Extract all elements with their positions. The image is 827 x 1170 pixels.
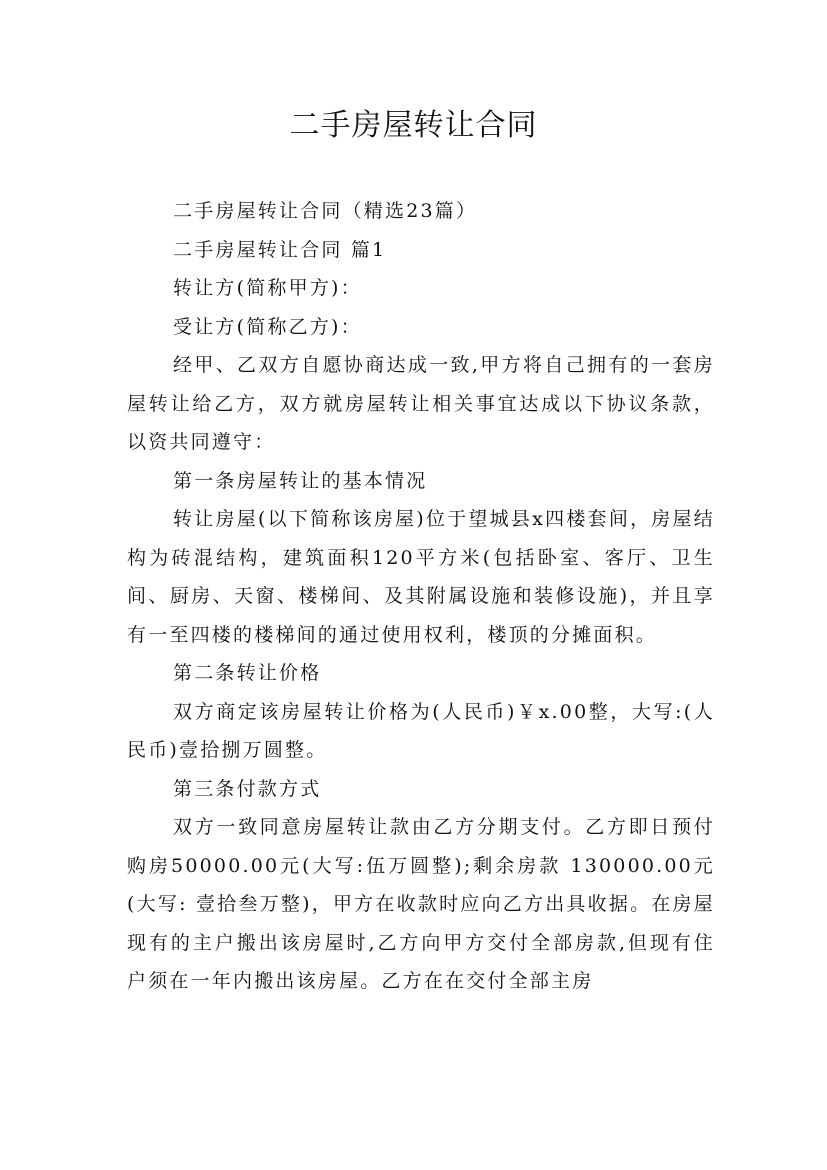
paragraph: 第二条转让价格 (173, 662, 322, 684)
paragraph: 转让方(简称甲方)： (173, 277, 362, 299)
paragraph: 第一条房屋转让的基本情况 (173, 469, 428, 492)
paragraph: 二手房屋转让合同 篇1 (173, 238, 387, 261)
paragraph: 第三条付款方式 (173, 777, 322, 800)
paragraph: 经甲、乙双方自愿协商达成一致,甲方将自己拥有的一套房屋转让给乙方，双方就房屋转让相关事宜达成以下协议条款，以资共同遵守： (127, 354, 715, 453)
paragraph: 二手房屋转让合同（精选23篇） (173, 200, 478, 222)
paragraph: 双方一致同意房屋转让款由乙方分期支付。乙方即日预付购房50000.00元(大写:伍万圆整);剩余房款 130000.00元(大写: 壹拾叁万整)，甲方在收款时应向乙方出具收据。在房屋现有的主户搬出该房屋时,乙方向甲方交付全部房款,但现有住户须在一年内搬出该房屋。乙方在在交付全部主房 (127, 816, 715, 992)
paragraph: 转让房屋(以下简称该房屋)位于望城县x四楼套间，房屋结构为砖混结构，建筑面积120平方米(包括卧室、客厅、卫生间、厨房、天窗、楼梯间、及其附属设施和装修设施)，并且享有一至四楼的楼梯间的通过使用权利，楼顶的分摊面积。 (127, 508, 715, 646)
paragraph: 双方商定该房屋转让价格为(人民币)￥x.00整，大写:(人民币)壹拾捌万圆整。 (127, 700, 715, 761)
document-title: 二手房屋转让合同 (289, 108, 538, 143)
document-body (127, 192, 715, 1001)
paragraph: 受让方(简称乙方)： (173, 315, 362, 338)
